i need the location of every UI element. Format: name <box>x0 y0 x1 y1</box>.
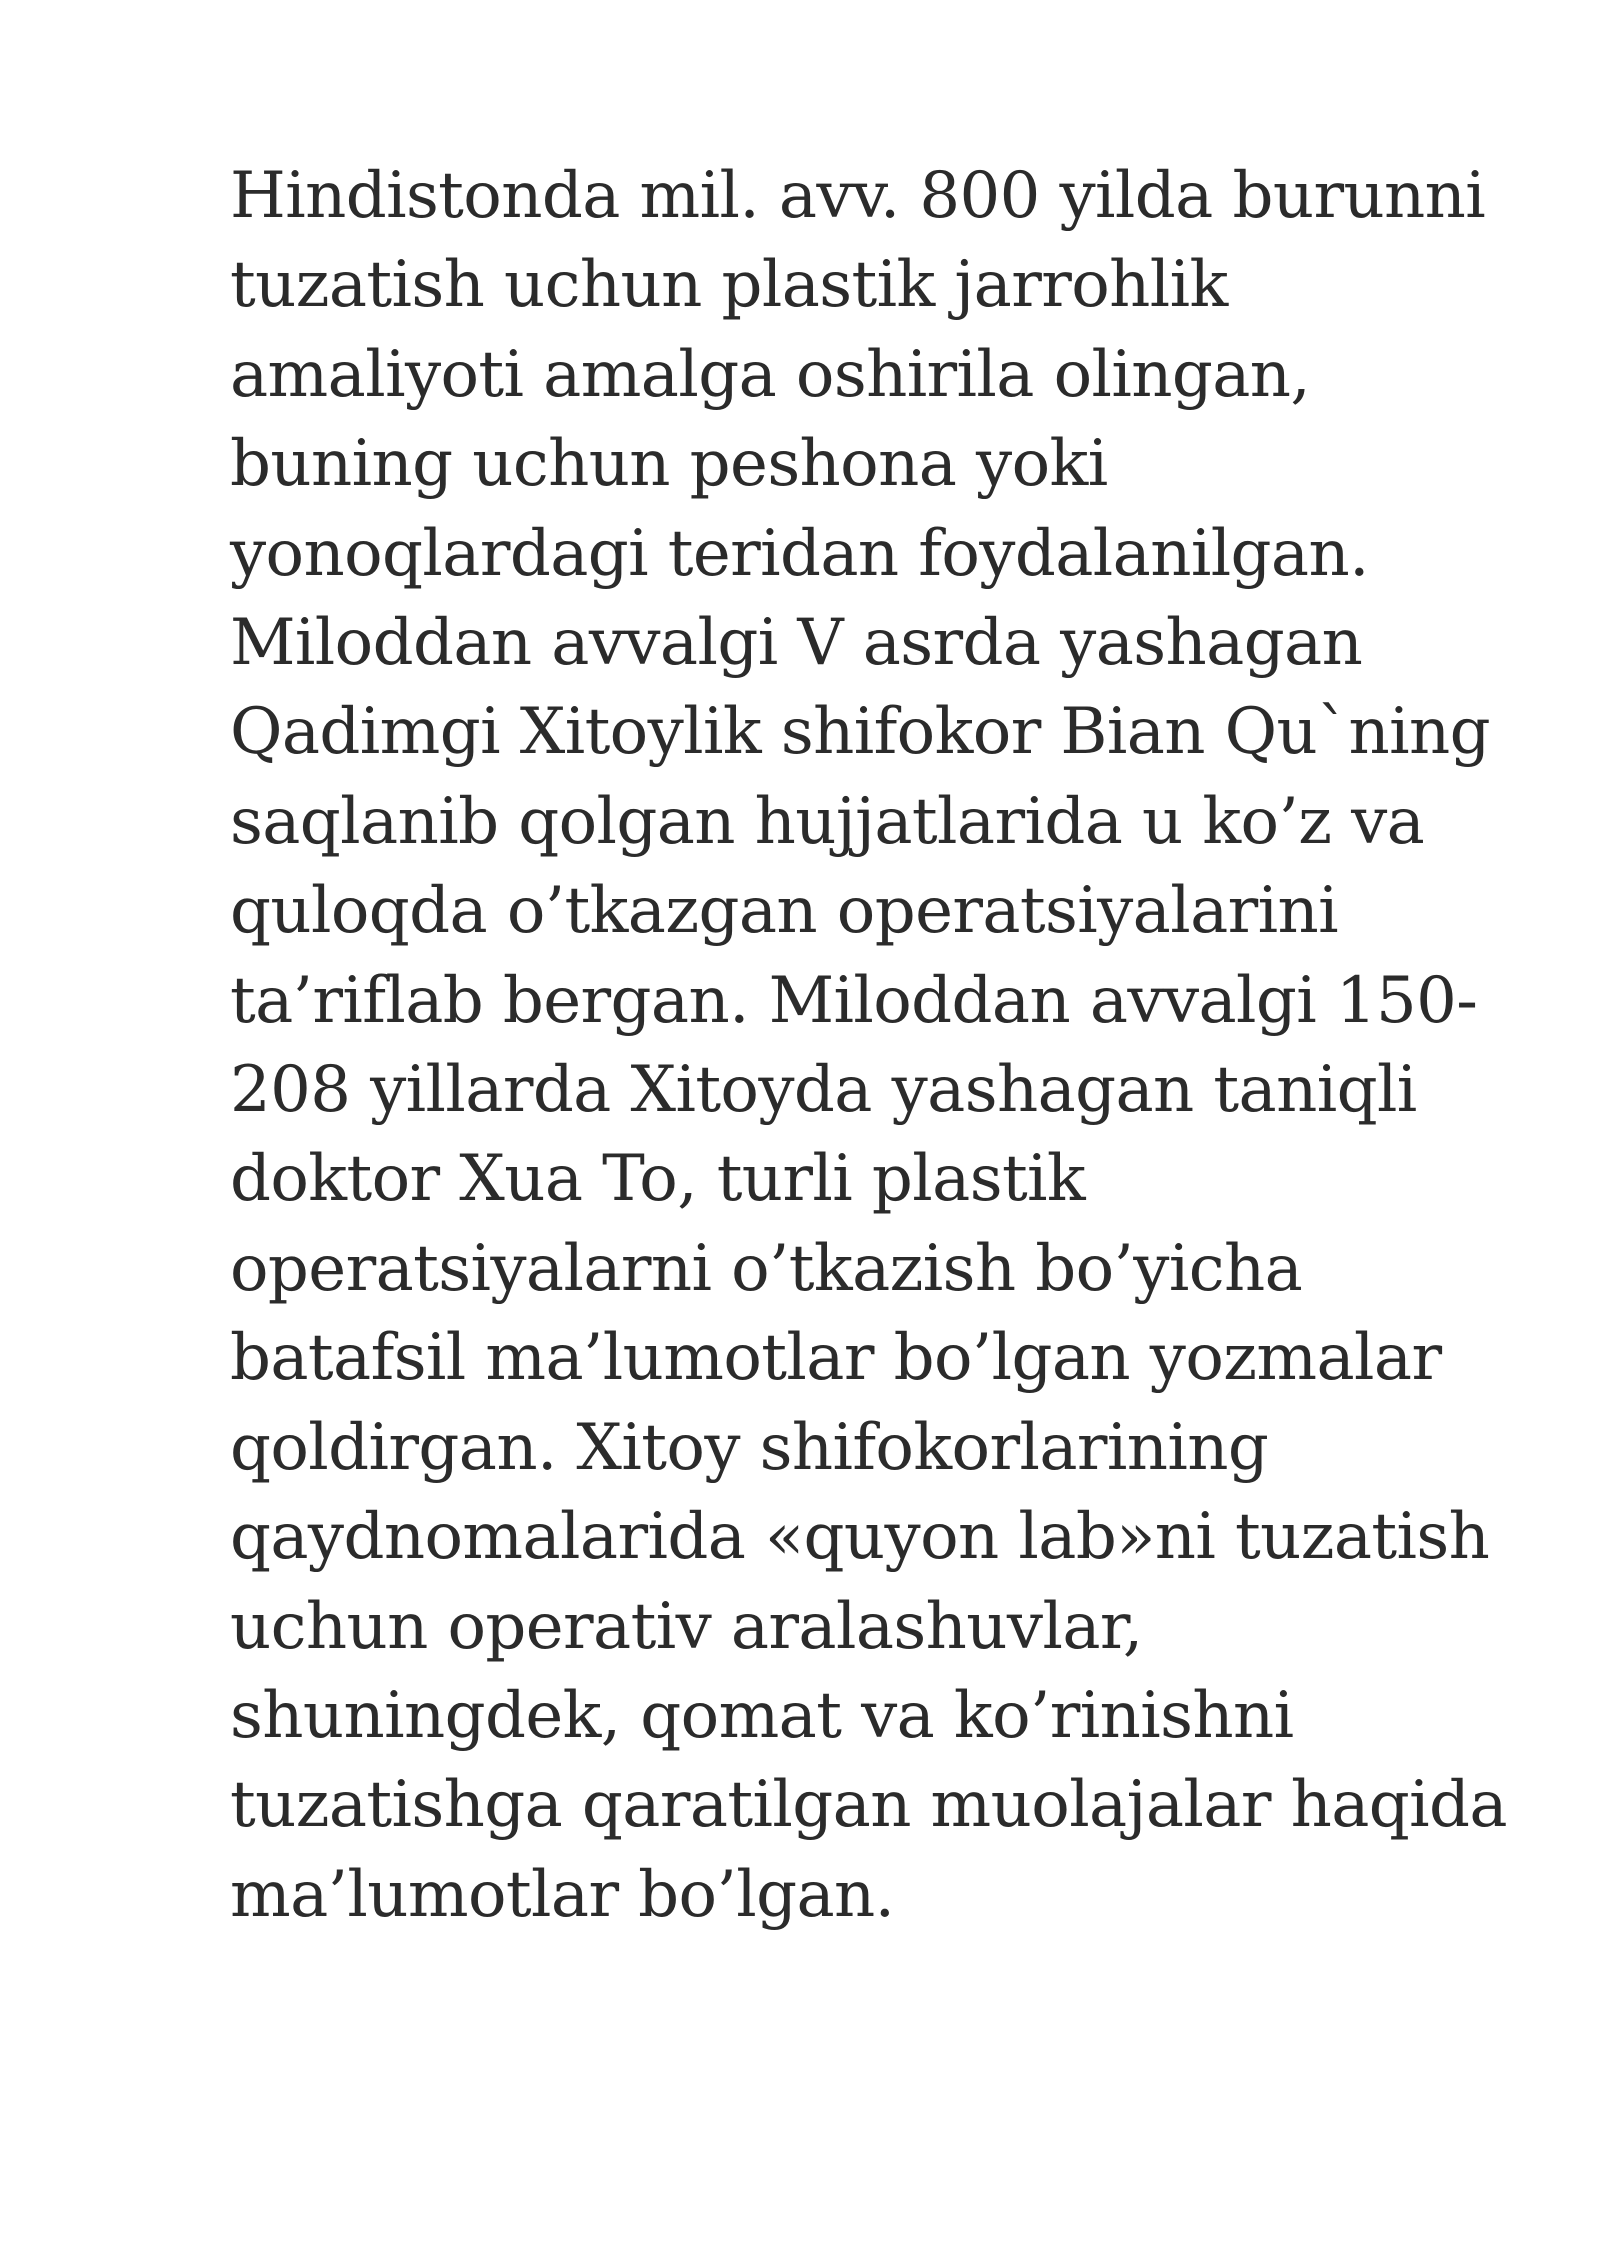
text-line: tuzatishga qaratilgan muolajalar haqida <box>230 1768 1507 1843</box>
text-line: ta’riflab bergan. Miloddan avvalgi 150- <box>230 963 1478 1038</box>
text-line: buning uchun peshona yoki <box>230 427 1108 502</box>
text-line: shuningdek, qomat va ko’rinishni <box>230 1678 1294 1753</box>
text-line: batafsil ma’lumotlar bo’lgan yozmalar <box>230 1321 1442 1396</box>
text-line: amaliyoti amalga oshirila olingan, <box>230 337 1311 412</box>
text-line: Hindistonda mil. avv. 800 yilda burunni <box>230 159 1486 233</box>
text-line: Miloddan avvalgi V asrda yashagan <box>230 606 1363 681</box>
text-line: operatsiyalarni o’tkazish bo’yicha <box>230 1231 1303 1306</box>
text-line: saqlanib qolgan hujjatlarida u ko’z va <box>230 784 1425 859</box>
text-line: yonoqlardagi teridan foydalanilgan. <box>230 516 1369 591</box>
text-line: uchun operativ aralashuvlar, <box>230 1589 1143 1664</box>
article-text <box>230 152 1550 1940</box>
text-line: Qadimgi Xitoylik shifokor Bian Qu`ning <box>230 695 1491 770</box>
text-line: ma’lumotlar bo’lgan. <box>230 1857 895 1932</box>
text-line: qaydnomalarida «quyon lab»ni tuzatish <box>230 1500 1490 1575</box>
text-line: quloqda o’tkazgan operatsiyalarini <box>230 874 1339 949</box>
text-line: qoldirgan. Xitoy shifokorlarining <box>230 1410 1269 1485</box>
text-line: 208 yillarda Xitoyda yashagan taniqli <box>230 1053 1417 1128</box>
text-line: doktor Xua To, turli plastik <box>230 1142 1086 1217</box>
text-line: tuzatish uchun plastik jarrohlik <box>230 248 1228 323</box>
